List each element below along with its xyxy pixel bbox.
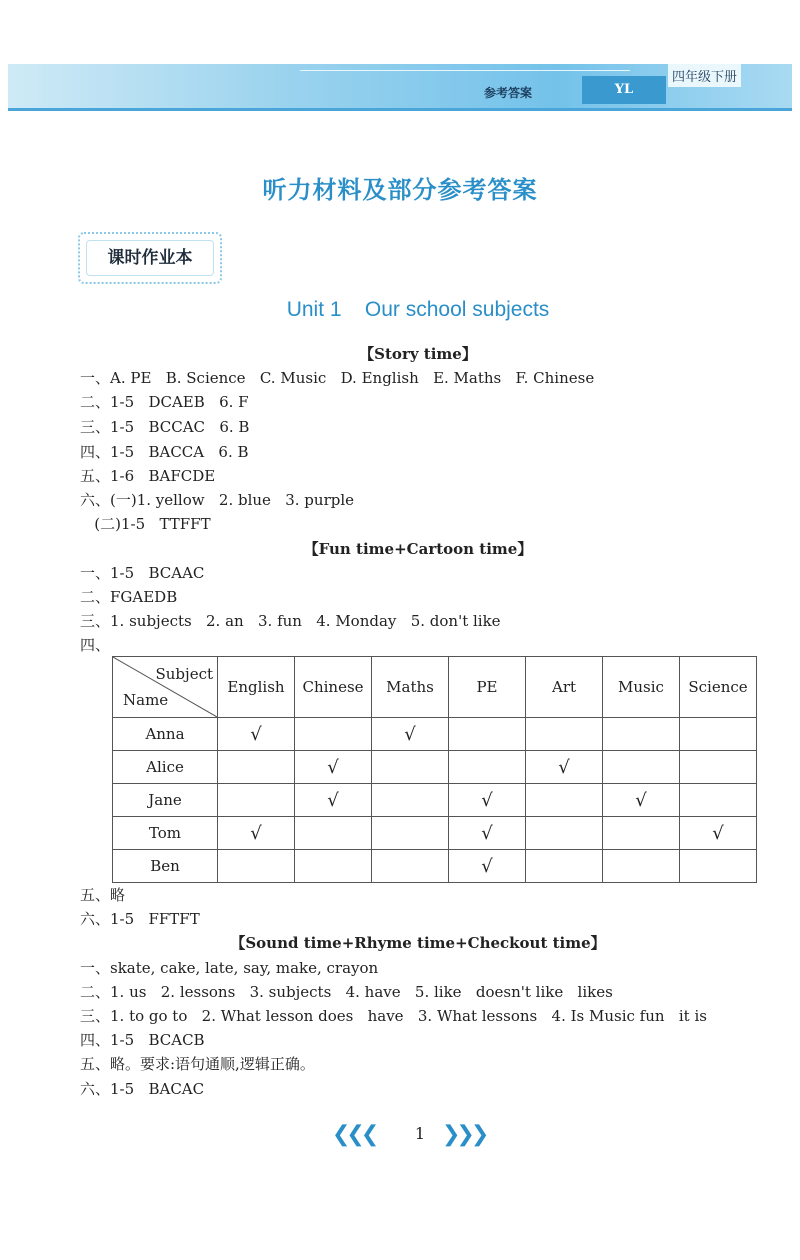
answer-line: 四、1-5 BACCA 6. B (80, 443, 249, 461)
answer-line: 一、A. PE B. Science C. Music D. English E. Maths F. Chinese (80, 369, 595, 387)
table-cell (526, 718, 603, 751)
answer-line: 五、略。要求:语句通顺,逻辑正确。 (80, 1055, 315, 1073)
answer-line: 六、1-5 BACAC (80, 1080, 205, 1098)
answer-line: 一、1-5 BCAAC (80, 564, 205, 582)
answer-line: 六、(一)1. yellow 2. blue 3. purple (80, 491, 355, 509)
table-cell (526, 850, 603, 883)
column-header: Science (680, 657, 757, 718)
column-header: Chinese (295, 657, 372, 718)
table-cell (218, 784, 295, 817)
table-corner (113, 657, 218, 718)
row-name: Tom (113, 817, 218, 850)
column-header: Maths (372, 657, 449, 718)
header-code: YL (582, 76, 666, 104)
column-header: English (218, 657, 295, 718)
part-heading: 【Fun time+Cartoon time】 (303, 540, 533, 558)
table-cell: √ (372, 718, 449, 751)
section-label: 课时作业本 (86, 240, 214, 276)
answer-line: 三、1. to go to 2. What lesson does have 3. What lessons 4. Is Music fun it is (80, 1007, 707, 1025)
table-cell (295, 817, 372, 850)
table-cell (372, 751, 449, 784)
table-cell: √ (680, 817, 757, 850)
table-cell (603, 817, 680, 850)
table-cell: √ (295, 784, 372, 817)
table-cell: √ (603, 784, 680, 817)
table-cell (449, 751, 526, 784)
table-cell (680, 850, 757, 883)
table-cell (372, 850, 449, 883)
unit-title: Unit 1 Our school subjects (286, 298, 550, 321)
table-cell: √ (218, 817, 295, 850)
table-cell (218, 850, 295, 883)
table-cell (603, 850, 680, 883)
table-cell (295, 850, 372, 883)
table-cell (449, 718, 526, 751)
answer-line: 四、1-5 BCACB (80, 1031, 205, 1049)
column-header: PE (449, 657, 526, 718)
table-cell (680, 751, 757, 784)
table-cell (218, 751, 295, 784)
answer-line: 三、1. subjects 2. an 3. fun 4. Monday 5. don't like (80, 612, 501, 630)
subject-table (112, 656, 757, 883)
corner-name-label: Name (123, 691, 169, 709)
row-name: Ben (113, 850, 218, 883)
answer-line: 二、FGAEDB (80, 588, 178, 606)
chevrons-right-icon: ❯❯❯ (442, 1122, 486, 1147)
table-row (113, 784, 757, 817)
table-header-row (113, 657, 757, 718)
part-heading: 【Sound time+Rhyme time+Checkout time】 (230, 934, 606, 952)
table-row (113, 817, 757, 850)
answer-line: 六、1-5 FFTFT (80, 910, 200, 928)
table-cell: √ (449, 784, 526, 817)
header-grade: 四年级下册 (668, 64, 741, 87)
table-cell (372, 817, 449, 850)
chevrons-left-icon: ❮❮❮ (332, 1122, 376, 1147)
corner-subject-label: Subject (155, 665, 213, 683)
table-cell (680, 718, 757, 751)
table-cell (603, 751, 680, 784)
table-cell (295, 718, 372, 751)
table-row (113, 751, 757, 784)
page-number: 1 (414, 1124, 426, 1143)
answer-line: 五、略 (80, 886, 126, 904)
table-cell: √ (218, 718, 295, 751)
table-cell (372, 784, 449, 817)
table-cell: √ (449, 817, 526, 850)
section-box (78, 232, 222, 284)
answer-line: 二、1. us 2. lessons 3. subjects 4. have 5. like doesn't like likes (80, 983, 613, 1001)
part-heading: 【Story time】 (359, 345, 477, 363)
answer-line: 三、1-5 BCCAC 6. B (80, 418, 250, 436)
answer-line: (二)1-5 TTFFT (80, 515, 211, 533)
table-cell: √ (526, 751, 603, 784)
table-row (113, 850, 757, 883)
table-cell (603, 718, 680, 751)
row-name: Anna (113, 718, 218, 751)
table-cell: √ (449, 850, 526, 883)
answer-line: 四、 (80, 636, 111, 654)
row-name: Jane (113, 784, 218, 817)
table-cell (526, 784, 603, 817)
table-row (113, 718, 757, 751)
answer-line: 二、1-5 DCAEB 6. F (80, 393, 249, 411)
table-cell: √ (295, 751, 372, 784)
row-name: Alice (113, 751, 218, 784)
answer-line: 一、skate, cake, late, say, make, crayon (80, 959, 379, 977)
table-cell (526, 817, 603, 850)
page-title: 听力材料及部分参考答案 (262, 176, 538, 204)
header-decoration (300, 70, 630, 101)
table-cell (680, 784, 757, 817)
answer-line: 五、1-6 BAFCDE (80, 467, 216, 485)
column-header: Art (526, 657, 603, 718)
header-label: 参考答案 (484, 86, 533, 100)
column-header: Music (603, 657, 680, 718)
